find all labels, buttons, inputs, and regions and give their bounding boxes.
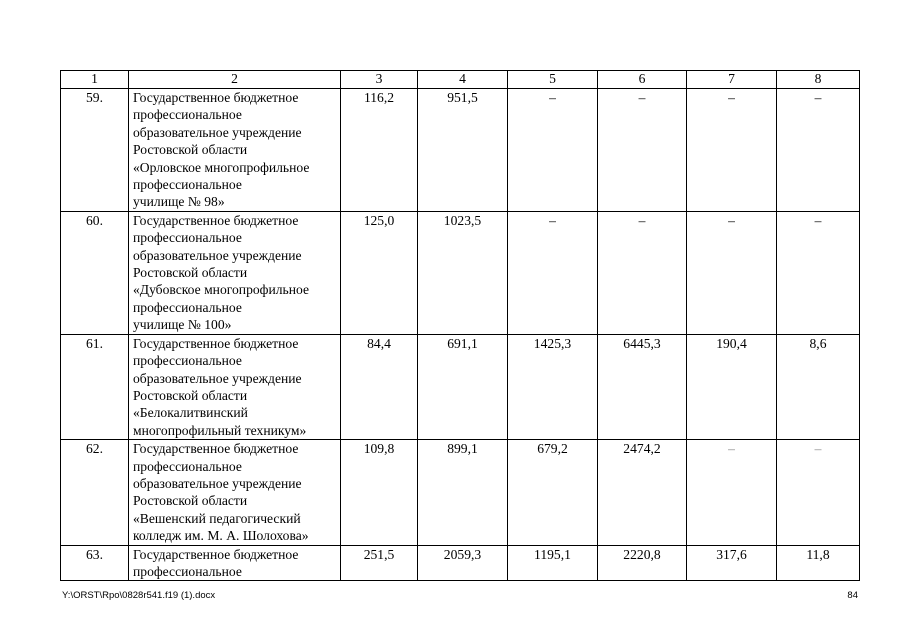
- value-col-8: 11,8: [777, 545, 860, 581]
- column-header-7: 7: [687, 71, 777, 89]
- column-header-8: 8: [777, 71, 860, 89]
- value-col-4: 899,1: [418, 440, 508, 545]
- table-row: [61, 334, 860, 439]
- institution-name: Государственное бюджетное профессиональное образовательное учреждение Ростовской области «Белокалитвинский многопрофильный техникум»: [129, 334, 341, 439]
- value-col-4: 691,1: [418, 334, 508, 439]
- table-row: [61, 89, 860, 212]
- value-col-5: 1195,1: [508, 545, 598, 581]
- row-number: 63.: [61, 545, 129, 581]
- institution-name: Государственное бюджетное профессиональное образовательное учреждение Ростовской области «Вешенский педагогический колледж им. М. А. Шолохова»: [129, 440, 341, 545]
- value-col-4: 1023,5: [418, 211, 508, 334]
- value-col-5: –: [508, 89, 598, 212]
- footer-file-path: Y:\ORST\Rpo\0828r541.f19 (1).docx: [62, 590, 216, 601]
- value-col-8: 8,6: [777, 334, 860, 439]
- budget-table: [60, 70, 860, 581]
- column-header-4: 4: [418, 71, 508, 89]
- value-col-3: 116,2: [341, 89, 418, 212]
- value-col-6: 6445,3: [598, 334, 687, 439]
- value-col-8: –: [777, 89, 860, 212]
- value-col-6: –: [598, 211, 687, 334]
- value-col-7: –: [687, 89, 777, 212]
- column-header-3: 3: [341, 71, 418, 89]
- column-header-6: 6: [598, 71, 687, 89]
- value-col-8: –: [777, 440, 860, 545]
- value-col-4: 2059,3: [418, 545, 508, 581]
- column-header-2: 2: [129, 71, 341, 89]
- table-header-row: [61, 71, 860, 89]
- value-col-3: 251,5: [341, 545, 418, 581]
- row-number: 60.: [61, 211, 129, 334]
- table-row: [61, 545, 860, 581]
- value-col-3: 109,8: [341, 440, 418, 545]
- institution-name: Государственное бюджетное профессиональное образовательное учреждение Ростовской области «Дубовское многопрофильное профессиональное училище № 100»: [129, 211, 341, 334]
- value-col-7: 317,6: [687, 545, 777, 581]
- footer-page-number: 84: [847, 590, 858, 601]
- institution-name: Государственное бюджетное профессиональное образовательное учреждение Ростовской области «Орловское многопрофильное профессиональное училище № 98»: [129, 89, 341, 212]
- value-col-5: 679,2: [508, 440, 598, 545]
- row-number: 59.: [61, 89, 129, 212]
- value-col-5: 1425,3: [508, 334, 598, 439]
- table-row: [61, 440, 860, 545]
- column-header-1: 1: [61, 71, 129, 89]
- value-col-6: –: [598, 89, 687, 212]
- value-col-8: –: [777, 211, 860, 334]
- value-col-3: 84,4: [341, 334, 418, 439]
- row-number: 62.: [61, 440, 129, 545]
- value-col-4: 951,5: [418, 89, 508, 212]
- value-col-3: 125,0: [341, 211, 418, 334]
- value-col-7: –: [687, 211, 777, 334]
- value-col-7: 190,4: [687, 334, 777, 439]
- row-number: 61.: [61, 334, 129, 439]
- value-col-7: –: [687, 440, 777, 545]
- institution-name: Государственное бюджетное профессиональное: [129, 545, 341, 581]
- table-row: [61, 211, 860, 334]
- column-header-5: 5: [508, 71, 598, 89]
- value-col-6: 2474,2: [598, 440, 687, 545]
- value-col-6: 2220,8: [598, 545, 687, 581]
- value-col-5: –: [508, 211, 598, 334]
